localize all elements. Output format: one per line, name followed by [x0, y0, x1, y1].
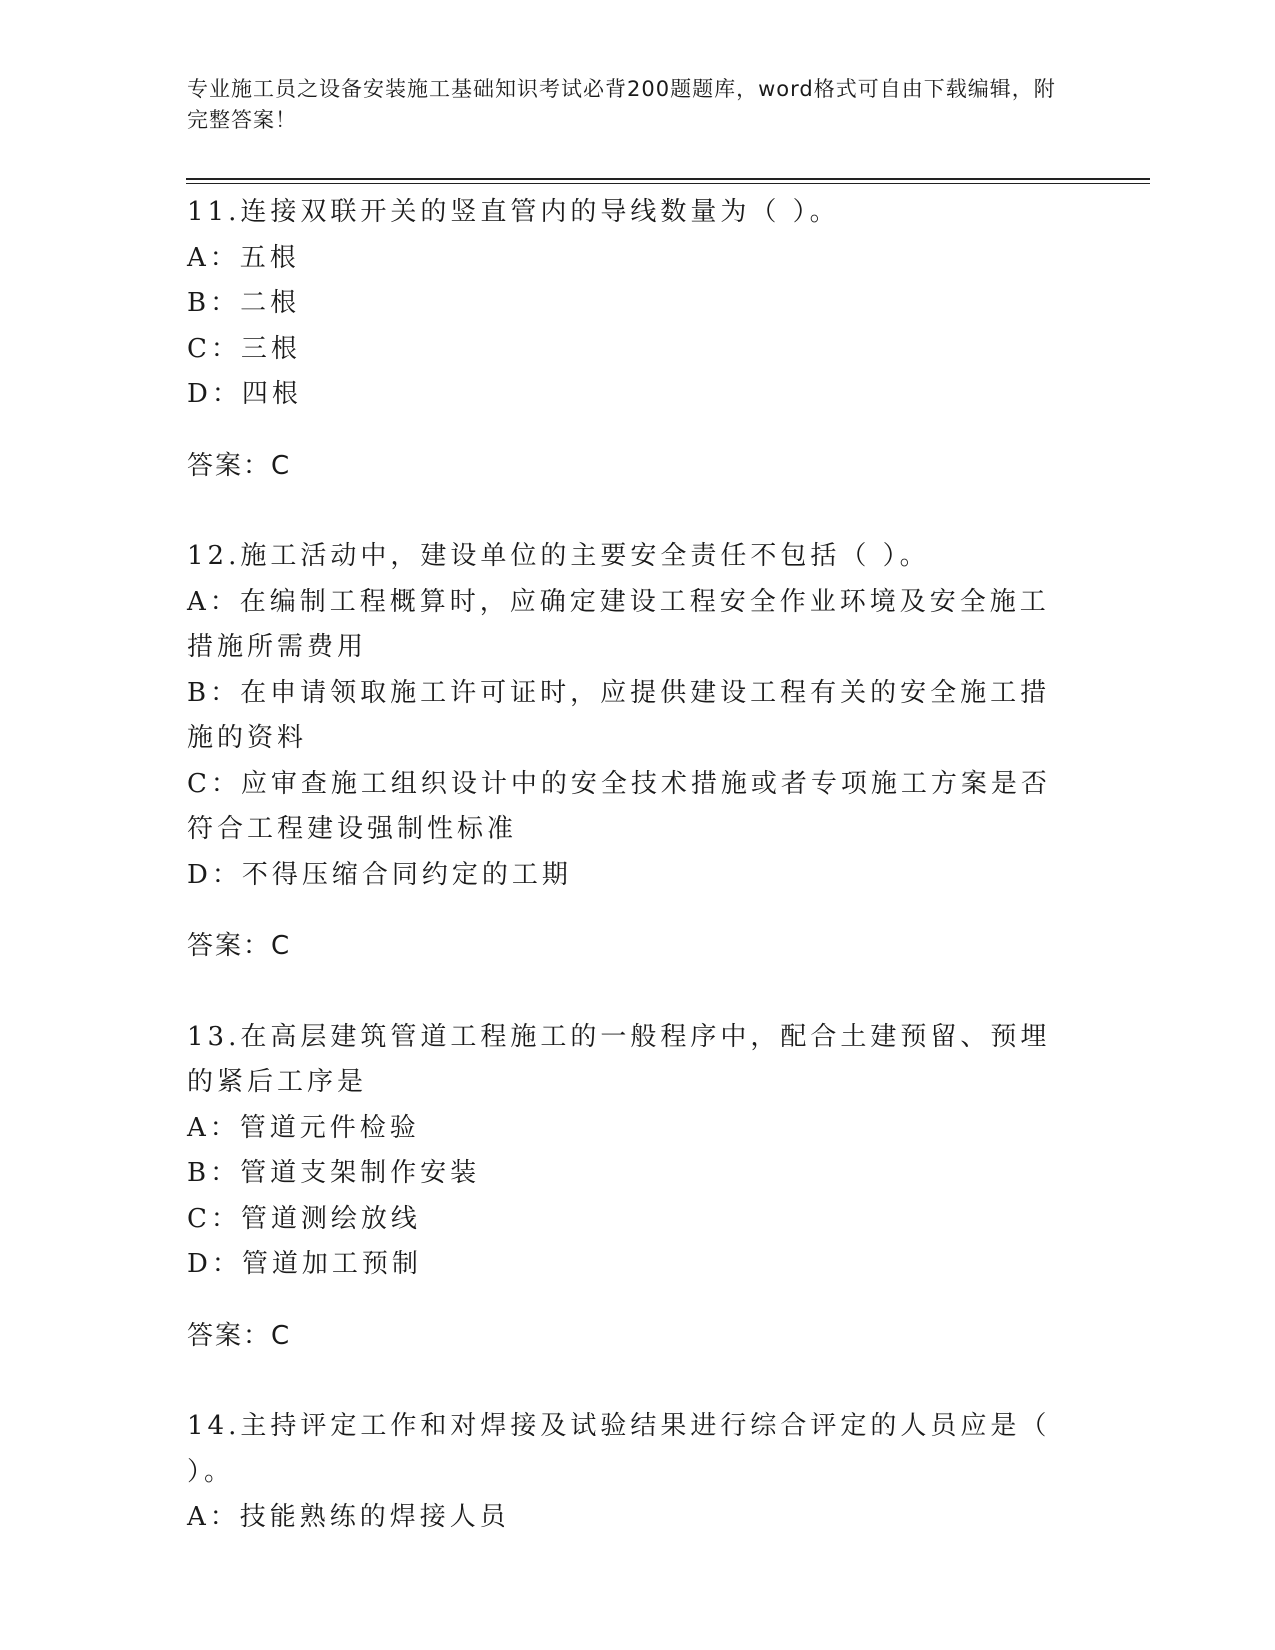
header-divider-thick	[186, 178, 1150, 180]
answer-line: 答案：C	[187, 1320, 292, 1351]
question-stem: 施工活动中，建设单位的主要安全责任不包括（ ）。	[240, 541, 930, 571]
question-12	[187, 534, 1077, 970]
option-d: D：四根	[187, 379, 302, 409]
option-b: B：管道支架制作安装	[187, 1158, 481, 1188]
answer-line: 答案：C	[187, 931, 292, 961]
option-b: B：二根	[187, 288, 301, 318]
question-text	[187, 190, 1077, 236]
option-a: A：技能熟练的焊接人员	[187, 1502, 510, 1532]
question-14	[187, 1404, 1077, 1541]
question-text	[187, 1404, 1077, 1495]
question-number: 13.	[187, 1021, 241, 1052]
option-c: C：三根	[187, 333, 301, 364]
question-number: 12.	[187, 541, 241, 571]
question-13	[187, 1015, 1077, 1360]
question-number: 11.	[187, 197, 241, 227]
option-c: C：管道测绘放线	[187, 1203, 421, 1234]
question-stem: 主持评定工作和对焊接及试验结果进行综合评定的人员应是（ ）。	[187, 1411, 1051, 1487]
option-c: C：应审查施工组织设计中的安全技术措施或者专项施工方案是否符合工程建设强制性标准	[187, 768, 1051, 844]
question-11	[187, 190, 1077, 489]
question-number: 14.	[187, 1411, 241, 1441]
question-stem: 连接双联开关的竖直管内的导线数量为（ ）。	[240, 197, 840, 227]
option-b: B：在申请领取施工许可证时，应提供建设工程有关的安全施工措施的资料	[187, 677, 1051, 753]
option-a: A：在编制工程概算时，应确定建设工程安全作业环境及安全施工措施所需费用	[187, 586, 1050, 662]
option-d: D：管道加工预制	[187, 1249, 422, 1279]
option-a: A：管道元件检验	[187, 1112, 420, 1143]
question-list	[187, 190, 1077, 1586]
answer-line: 答案：C	[187, 450, 292, 481]
document-header-title: 专业施工员之设备安装施工基础知识考试必背200题题库，word格式可自由下载编辑，附完整答案！	[187, 77, 1056, 132]
question-text	[187, 1015, 1077, 1106]
option-d: D：不得压缩合同约定的工期	[187, 859, 572, 890]
header-divider-thin	[186, 183, 1150, 184]
option-a: A：五根	[187, 242, 300, 273]
question-text	[187, 534, 1077, 580]
question-stem: 在高层建筑管道工程施工的一般程序中，配合土建预留、预埋的紧后工序是	[187, 1021, 1051, 1097]
